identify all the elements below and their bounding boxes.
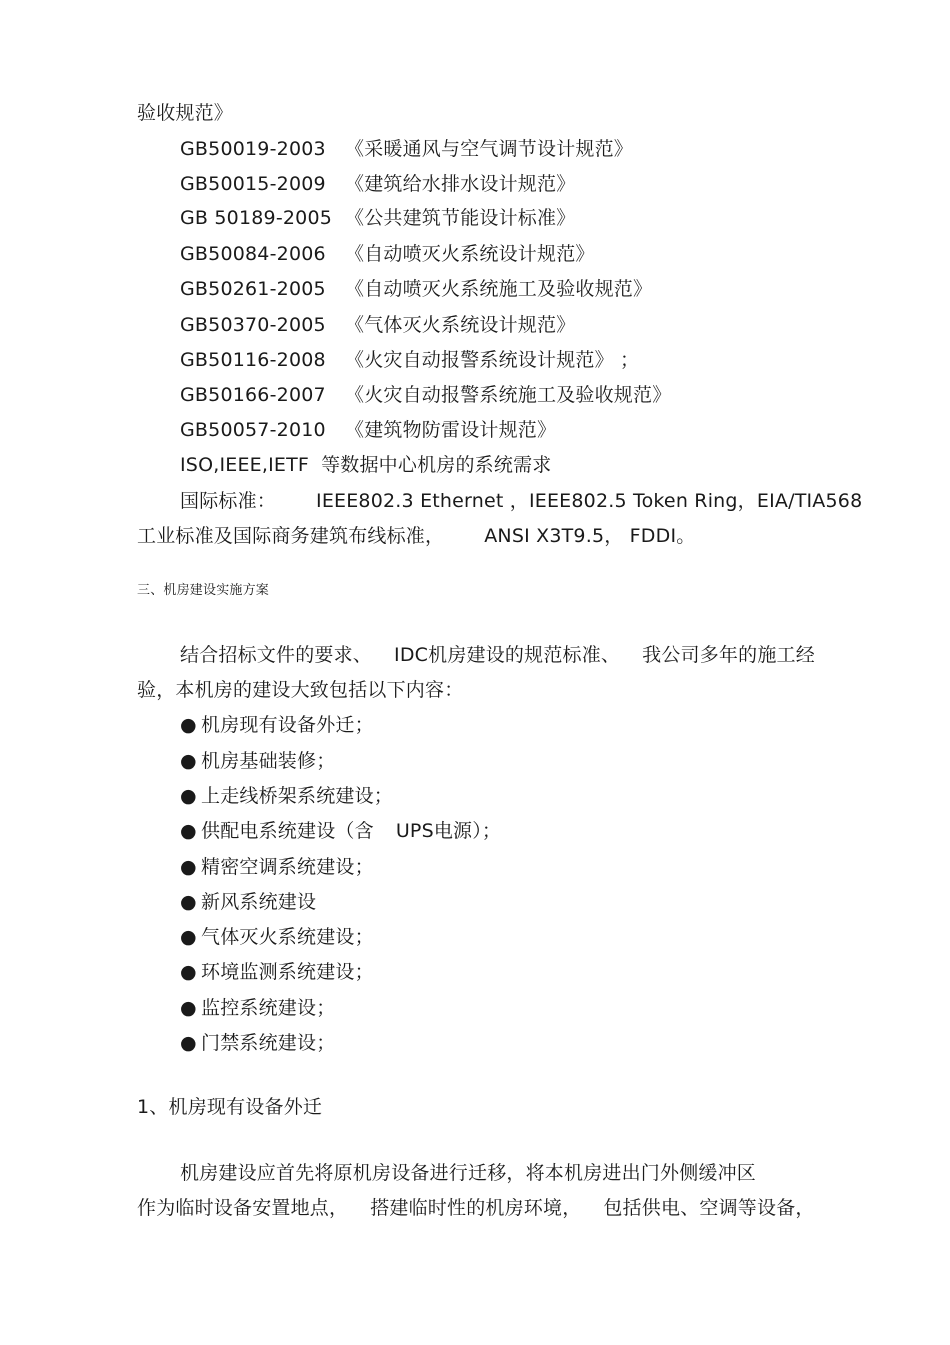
standard-code: GB50261-2005 — [180, 278, 326, 300]
list-item — [180, 855, 374, 879]
standard-code: GB50370-2005 — [180, 314, 326, 336]
list-item — [180, 784, 393, 808]
standard-title: 《火灾自动报警系统施工及验收规范》 — [345, 384, 672, 406]
intl-standard-line2 — [137, 524, 695, 548]
standard-item — [180, 348, 639, 372]
list-item-text: 上走线桥架系统建设； — [201, 785, 394, 807]
standard-title: 《建筑给水排水设计规范》 — [345, 173, 576, 195]
paragraph2-part-a: 作为临时设备安置地点， — [137, 1197, 349, 1219]
standard-title: 《气体灭火系统设计规范》 — [345, 314, 576, 336]
standard-item — [180, 137, 633, 161]
list-item-text: 门禁系统建设； — [201, 1032, 336, 1054]
list-item-text: 环境监测系统建设； — [201, 961, 374, 983]
paragraph2-line1: 机房建设应首先将原机房设备进行迁移，将本机房进出门外侧缓冲区 — [180, 1162, 757, 1184]
bullet-icon: ● — [180, 856, 197, 878]
iso-line — [180, 453, 551, 477]
paragraph2-part-c: 包括供电、空调等设备， — [603, 1197, 815, 1219]
standard-title: 《采暖通风与空气调节设计规范》 — [345, 138, 634, 160]
standard-code: GB50019-2003 — [180, 138, 326, 160]
paragraph2-part-b: 搭建临时性的机房环境， — [370, 1197, 582, 1219]
list-item — [180, 890, 316, 914]
standard-item — [180, 383, 671, 407]
bullet-icon: ● — [180, 750, 197, 772]
standard-code: GB50166-2007 — [180, 384, 326, 406]
list-item-text: 供配电系统建设（含 — [201, 820, 374, 842]
bullet-icon: ● — [180, 891, 197, 913]
list-item-text: 机房现有设备外迁； — [201, 714, 374, 736]
standard-item — [180, 242, 595, 266]
list-item-text: 监控系统建设； — [201, 997, 336, 1019]
list-item-text: 精密空调系统建设； — [201, 856, 374, 878]
section-heading: 三、机房建设实施方案 — [137, 583, 270, 598]
standard-title: 《自动喷灭火系统施工及验收规范》 — [345, 278, 653, 300]
standard-item — [180, 172, 575, 196]
bullet-icon: ● — [180, 714, 197, 736]
intl-standard-line1 — [180, 489, 862, 513]
list-item — [180, 819, 501, 843]
bullet-icon: ● — [180, 785, 197, 807]
paragraph1-line1 — [180, 643, 815, 667]
iso-text: 等数据中心机房的系统需求 — [321, 454, 552, 476]
bullet-icon: ● — [180, 820, 197, 842]
standard-code: GB50015-2009 — [180, 173, 326, 195]
intl-standard-list: IEEE802.3 Ethernet ，IEEE802.5 Token Ring，EIA/TIA568 — [316, 490, 863, 512]
bullet-icon: ● — [180, 997, 197, 1019]
paragraph1-part-a: 结合招标文件的要求、 — [180, 644, 373, 666]
standard-item — [180, 418, 556, 442]
list-item — [180, 925, 374, 949]
paragraph1-part-b: IDC机房建设的规范标准、 — [394, 644, 621, 666]
standard-code: GB50057-2010 — [180, 419, 326, 441]
standard-title: 《公共建筑节能设计标准》 — [345, 207, 576, 229]
standard-title: 《火灾自动报警系统设计规范》 ； — [345, 349, 640, 371]
standard-item — [180, 206, 575, 230]
paragraph1-line2: 验，本机房的建设大致包括以下内容： — [137, 679, 464, 701]
list-item — [180, 749, 335, 773]
intro-tail: 验收规范》 — [137, 102, 234, 124]
standard-code: GB 50189-2005 — [180, 207, 333, 229]
standard-code: GB50084-2006 — [180, 243, 326, 265]
list-item-text: 气体灭火系统建设； — [201, 926, 374, 948]
paragraph2-line2 — [137, 1196, 815, 1220]
list-item — [180, 996, 335, 1020]
iso-code: ISO,IEEE,IETF — [180, 454, 310, 476]
standard-code: GB50116-2008 — [180, 349, 326, 371]
standard-item — [180, 277, 652, 301]
bullet-icon: ● — [180, 1032, 197, 1054]
list-item-text-tail: UPS电源）； — [395, 820, 502, 842]
standard-title: 《自动喷灭火系统设计规范》 — [345, 243, 595, 265]
bullet-icon: ● — [180, 926, 197, 948]
list-item — [180, 1031, 335, 1055]
list-item-text: 机房基础装修； — [201, 750, 336, 772]
list-item-text: 新风系统建设 — [201, 891, 317, 913]
intl-standard-label: 国际标准： — [180, 490, 277, 512]
standard-item — [180, 313, 575, 337]
list-item — [180, 713, 374, 737]
bullet-icon: ● — [180, 961, 197, 983]
sub-heading: 1、机房现有设备外迁 — [137, 1096, 323, 1118]
standard-title: 《建筑物防雷设计规范》 — [345, 419, 557, 441]
paragraph1-part-c: 我公司多年的施工经 — [642, 644, 815, 666]
list-item — [180, 960, 374, 984]
intl-standard-desc: 工业标准及国际商务建筑布线标准， — [137, 525, 445, 547]
intl-standard-ansi: ANSI X3T9.5， FDDI。 — [484, 525, 696, 547]
